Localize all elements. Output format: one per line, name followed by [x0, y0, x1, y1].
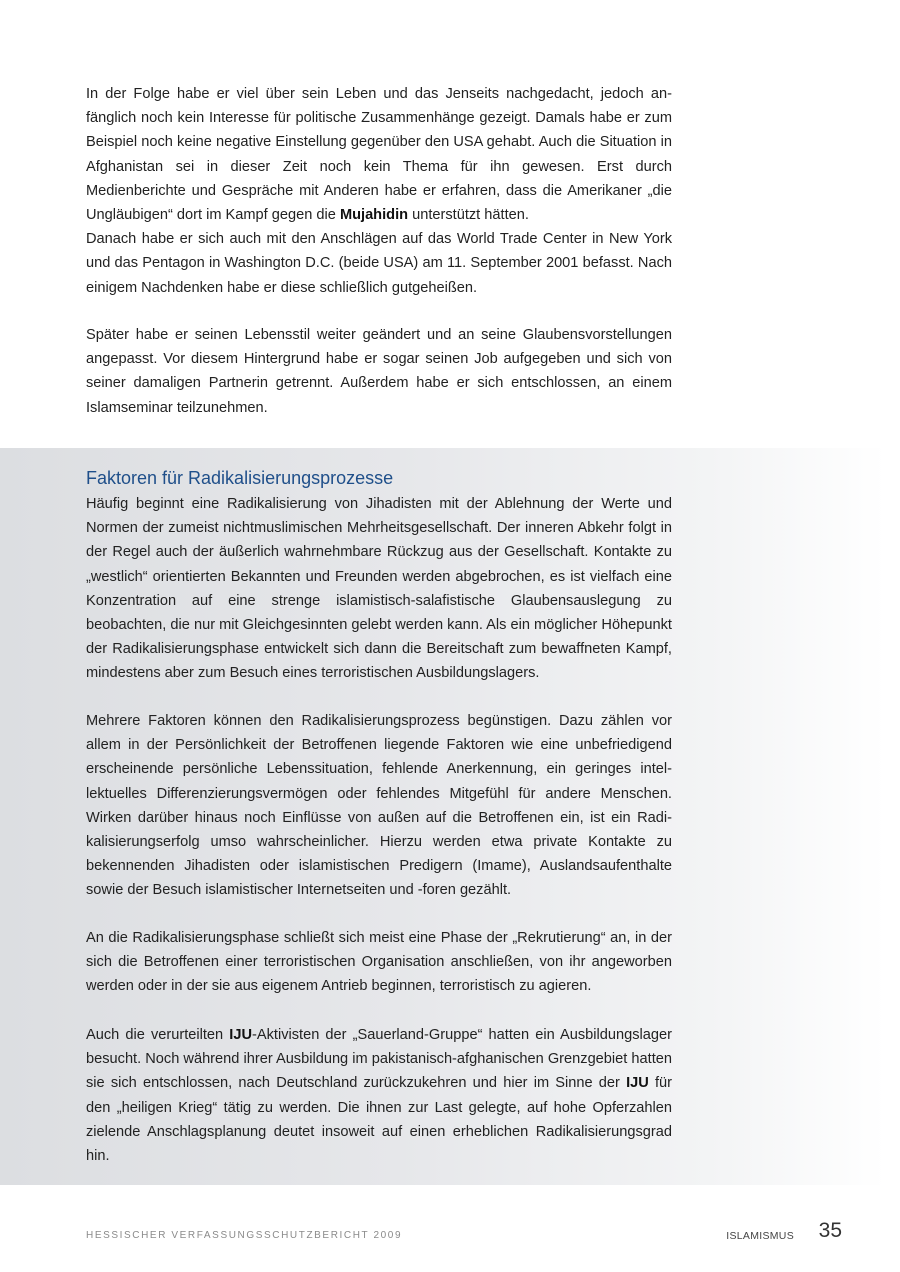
footer-publication-title: HESSISCHER VERFASSUNGSSCHUTZBERICHT 2009	[86, 1230, 403, 1241]
paragraph-text: -Aktivisten der „Sauerland-Gruppe“ hatten ein Ausbildungslager besucht. Noch während ihrer Ausbildung im pakistanisch-afghanischen Grenzgebiet hatten sie sich entschlossen, nach Deutschland zurückzukehren und hier im Sinne der	[86, 1027, 672, 1092]
paragraph-text: unterstützt hätten.	[408, 207, 529, 224]
paragraph-text: für den „heiligen Krieg“ tätig zu werden. Die ihnen zur Last gelegte, auf hohe Opferzahlen zielende Anschlagsplanung deutet insoweit auf einen erheblichen Radikalisierungsgrad hin.	[86, 1075, 672, 1165]
info-box-paragraph: An die Radikalisierungsphase schließt sich meist eine Phase der „Rekrutierung“ an, in der sich die Betroffenen einer terroristischen Organisation anschließen, von ihr angeworben werden oder in der sie aus eigenem Antrieb beginnen, terroristisch zu agieren.	[86, 930, 672, 995]
paragraph-text: In der Folge habe er viel über sein Leben und das Jenseits nachgedacht, jedoch anfänglich noch kein Interesse für politische Zusammenhänge gezeigt. Damals habe er zum Beispiel noch keine negative Einstellung gegenüber den USA gehabt. Auch die Situation in Afghanistan sei in dieser Zeit noch kein Thema für ihn gewesen. Erst durch Medienberichte und Gespräche mit Anderen habe er erfahren, dass die Amerikaner „die Ungläubigen“ dort im Kampf gegen die	[86, 86, 672, 224]
bold-term-iju: IJU	[626, 1075, 649, 1092]
page-number: 35	[818, 1219, 842, 1242]
intro-section	[0, 0, 900, 448]
info-box-heading: Faktoren für Radikalisierungsprozesse	[86, 468, 394, 488]
bold-term-mujahidin: Mujahidin	[339, 207, 409, 224]
paragraph-text: Danach habe er sich auch mit den Anschlägen auf das World Trade Center in New York und das Pentagon in Washington D.C. (beide USA) am 11. September 2001 befasst. Nach einigem Nachdenken habe er diese schließlich gutgeheißen.	[86, 231, 672, 296]
info-box-paragraph	[86, 1023, 672, 1168]
bold-term-iju: IJU	[229, 1027, 252, 1043]
body-paragraph: Später habe er seinen Lebensstil weiter geändert und an seine Glaubensvorstellungen angepasst. Vor diesem Hintergrund habe er sogar seinen Job aufgegeben und sich von seiner damaligen Partnerin getrennt. Außerdem habe er sich entschlossen, an einem Islamseminar teilzunehmen.	[86, 327, 672, 416]
info-box-paragraph: Mehrere Faktoren können den Radikalisierungsprozess begünstigen. Dazu zählen vor allem in der Persönlichkeit der Betroffenen liegende Faktoren wie eine unbefriedigend erscheinende persönliche Lebenssituation, fehlende Anerkennung, ein geringes intellektuelles Differenzierungsvermögen oder fehlendes Mitgefühl für andere Menschen. Wirken darüber hinaus noch Einflüsse von außen auf die Betroffenen ein, ist ein Radikalisierungserfolg umso wahrscheinlicher. Hierzu werden etwa private Kontakte zu bekennenden Jihadisten oder islamistischen Predigern (Imame), Auslandsaufenthalte sowie der Besuch islamistischer Internetseiten und -foren gezählt.	[86, 713, 672, 899]
paragraph-text: Auch die verurteilten	[86, 1027, 230, 1043]
footer-section-label: ISLAMISMUS	[726, 1230, 794, 1242]
body-paragraph	[86, 82, 672, 300]
info-box-paragraph: Häufig beginnt eine Radikalisierung von Jihadisten mit der Ablehnung der Werte und Normen der zumeist nichtmuslimischen Mehrheitsgesellschaft. Der inneren Abkehr folgt in der Regel auch der äußerlich wahrnehmbare Rückzug aus der Gesellschaft. Kontakte zu „westlich“ orientierten Bekannten und Freunden werden abgebrochen, es ist vielfach eine Konzentration auf eine strenge islamistisch-salafistische Glaubensauslegung zu beobachten, die nur mit Gleichgesinnten gelebt werden kann. Als ein möglicher Höhepunkt der Radikalisierungsphase entwickelt sich dann die Bereitschaft zum bewaffneten Kampf, mindestens aber zum Besuch eines terroristischen Ausbildungslagers.	[86, 496, 672, 682]
